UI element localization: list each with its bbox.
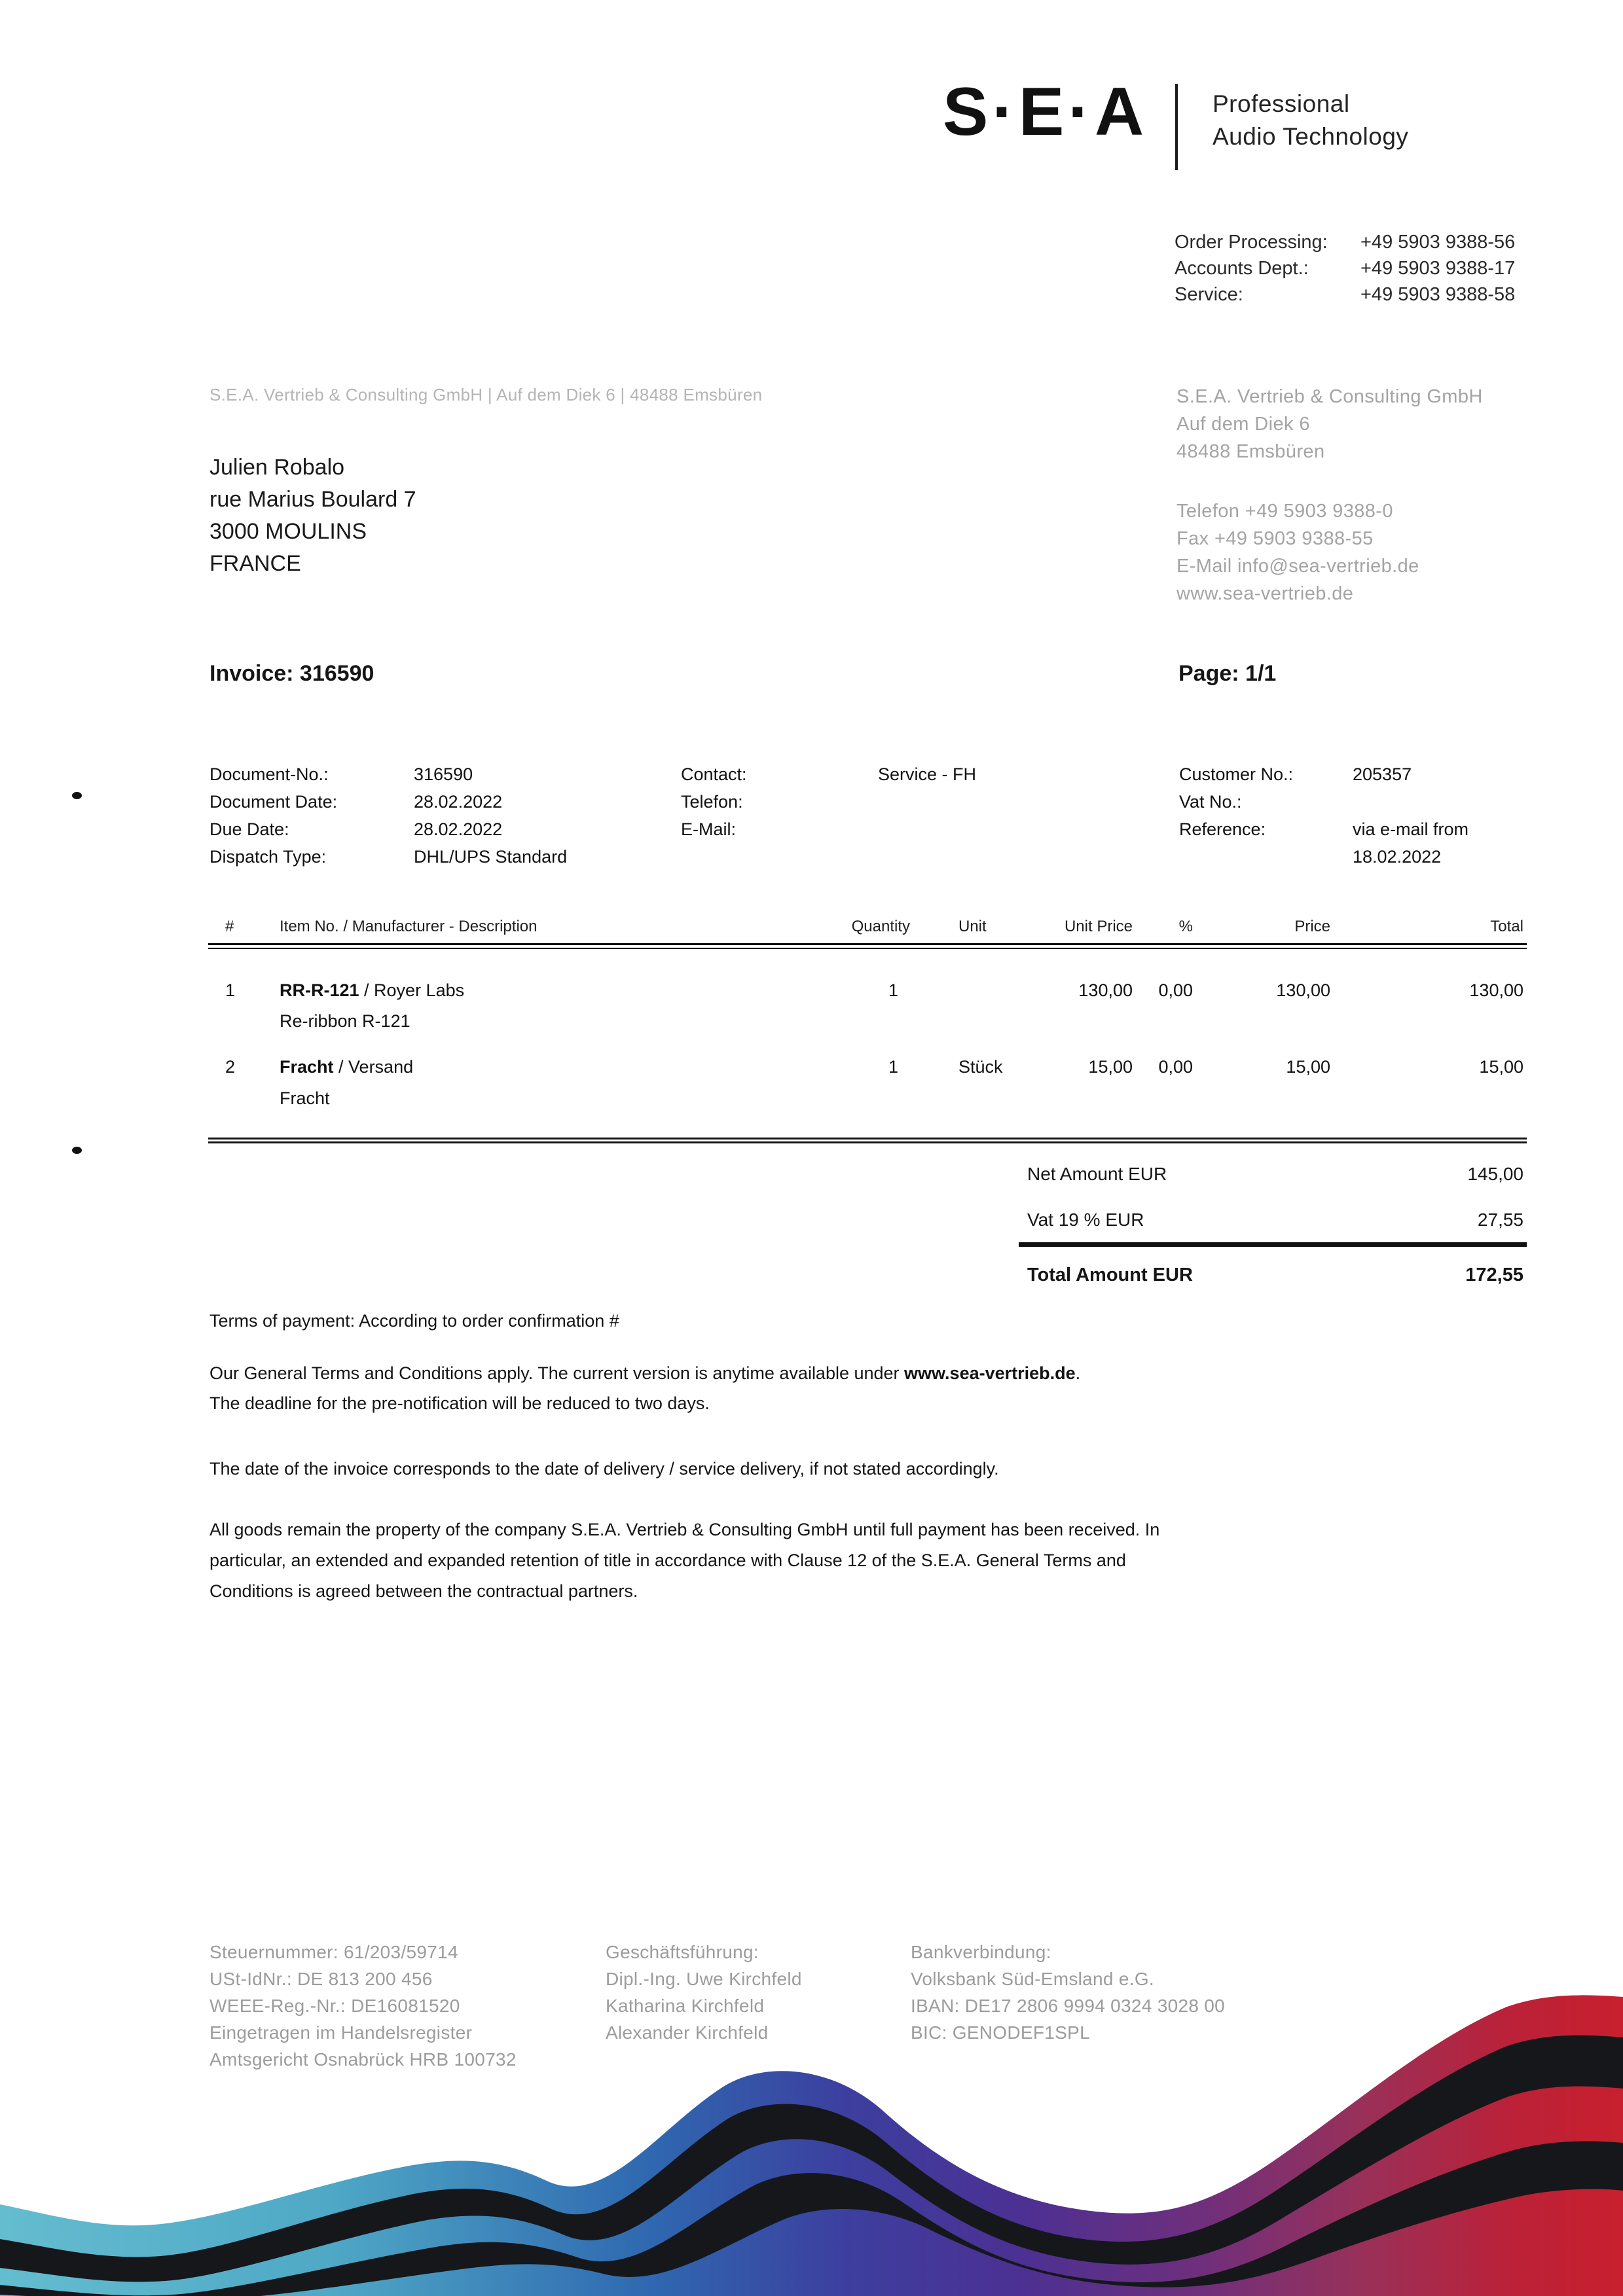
phone-row-value: +49 5903 9388-56 — [1360, 232, 1516, 253]
terms-retention-line2: particular, an extended and expanded retention of title in accordance with Clause 12 of the S.E.A. General Terms and — [210, 1551, 1126, 1570]
wave-graphic — [0, 1988, 1623, 2296]
item-manufacturer: / Royer Labs — [359, 980, 465, 1000]
detail-label: Contact: — [681, 764, 747, 784]
item-pos: 2 — [225, 1057, 236, 1077]
company-website: www.sea-vertrieb.de — [1176, 583, 1354, 604]
footer-register-line2: Amtsgericht Osnabrück HRB 100732 — [210, 2049, 517, 2070]
terms-delivery-date: The date of the invoice corresponds to the date of delivery / service delivery, if not stated accordingly. — [210, 1459, 999, 1479]
company-contact — [1176, 497, 1419, 607]
company-city: 48488 Emsbüren — [1176, 441, 1325, 462]
terms-deadline: The deadline for the pre-notification will be reduced to two days. — [210, 1393, 710, 1413]
item-discount: 0,00 — [1158, 980, 1193, 1000]
item-total: 130,00 — [1469, 980, 1523, 1000]
detail-value: 28.02.2022 — [414, 819, 503, 839]
detail-label: Document-No.: — [210, 764, 329, 784]
footer-weee-number: WEEE-Reg.-Nr.: DE16081520 — [210, 1996, 460, 2016]
detail-value: Service - FH — [878, 764, 977, 784]
total-amount-label: Total Amount EUR — [1027, 1265, 1193, 1285]
col-header-unit: Unit — [958, 918, 987, 935]
brand-tagline-line1: Professional — [1213, 90, 1350, 117]
terms-retention-line1: All goods remain the property of the company S.E.A. Vertrieb & Consulting GmbH until full payment has been received. In — [210, 1520, 1160, 1539]
recipient-name: Julien Robalo — [210, 455, 345, 480]
col-header-item: Item No. / Manufacturer - Description — [280, 918, 538, 935]
recipient-street: rue Marius Boulard 7 — [210, 487, 416, 512]
footer-tax-number: Steuernummer: 61/203/59714 — [210, 1942, 458, 1962]
item-number: Fracht — [280, 1057, 334, 1077]
footer-register-line1: Eingetragen im Handelsregister — [210, 2022, 473, 2043]
company-phone: Telefon +49 5903 9388-0 — [1176, 501, 1393, 522]
detail-value: via e-mail from — [1353, 819, 1469, 839]
total-amount-value: 172,55 — [1465, 1265, 1523, 1285]
detail-label: Vat No.: — [1179, 792, 1242, 812]
terms-retention-line3: Conditions is agreed between the contractual partners. — [210, 1581, 638, 1601]
footer-bank-title: Bankverbindung: — [911, 1942, 1051, 1962]
item-pos: 1 — [225, 980, 236, 1000]
recipient-city: 3000 MOULINS — [210, 519, 367, 544]
item-description: Re-ribbon R-121 — [280, 1011, 410, 1031]
company-street: Auf dem Diek 6 — [1176, 414, 1310, 435]
detail-value: 28.02.2022 — [414, 792, 503, 812]
item-name — [280, 1057, 413, 1077]
table-bottom-rule-bottom — [208, 1141, 1527, 1143]
footer-manager-2: Katharina Kirchfeld — [606, 1996, 765, 2016]
company-address — [1176, 383, 1483, 465]
phone-row-value: +49 5903 9388-17 — [1360, 258, 1516, 279]
col-header-pos: # — [225, 918, 234, 935]
detail-value: DHL/UPS Standard — [414, 847, 568, 867]
net-amount-value: 145,00 — [1467, 1164, 1523, 1184]
footer-vat-id: USt-IdNr.: DE 813 200 456 — [210, 1969, 433, 1989]
phone-row-label: Order Processing: — [1175, 232, 1328, 253]
detail-label: Dispatch Type: — [210, 847, 327, 867]
recipient-address — [210, 452, 416, 580]
detail-value: 205357 — [1353, 764, 1412, 784]
footer-iban: IBAN: DE17 2806 9994 0324 3028 00 — [911, 1996, 1226, 2016]
footer-manager-1: Dipl.-Ing. Uwe Kirchfeld — [606, 1969, 802, 1989]
company-fax: Fax +49 5903 9388-55 — [1176, 528, 1374, 549]
footer-bic: BIC: GENODEF1SPL — [911, 2022, 1090, 2043]
company-email: E-Mail info@sea-vertrieb.de — [1176, 556, 1419, 577]
terms-conditions-line — [210, 1363, 1080, 1384]
table-header-rule-bottom — [208, 948, 1527, 949]
table-header-rule-top — [208, 943, 1527, 945]
item-description: Fracht — [280, 1088, 330, 1108]
net-amount-label: Net Amount EUR — [1027, 1164, 1167, 1184]
item-name — [280, 980, 464, 1001]
detail-value: 18.02.2022 — [1353, 847, 1442, 867]
detail-label: Document Date: — [210, 792, 338, 812]
terms-of-payment: Terms of payment: According to order confirmation # — [210, 1311, 619, 1331]
invoice-title: Invoice: 316590 — [210, 661, 374, 686]
table-bottom-rule-top — [208, 1138, 1527, 1139]
item-total: 15,00 — [1479, 1057, 1523, 1077]
col-header-price: Price — [1294, 918, 1330, 935]
phone-row-value: +49 5903 9388-58 — [1360, 284, 1516, 305]
phone-row-label: Accounts Dept.: — [1175, 258, 1309, 279]
phone-row-label: Service: — [1175, 284, 1243, 305]
item-price: 130,00 — [1276, 980, 1330, 1000]
col-header-discount: % — [1178, 918, 1193, 935]
logo-divider — [1175, 84, 1178, 170]
item-unit-price: 15,00 — [1088, 1057, 1133, 1077]
footer-manager-3: Alexander Kirchfeld — [606, 2022, 769, 2043]
detail-label: E-Mail: — [681, 819, 737, 839]
sender-return-line: S.E.A. Vertrieb & Consulting GmbH | Auf dem Diek 6 | 48488 Emsbüren — [210, 385, 763, 404]
terms-conditions-prefix: Our General Terms and Conditions apply. The current version is anytime available under — [210, 1363, 905, 1383]
page-indicator: Page: 1/1 — [1178, 661, 1277, 686]
vat-value: 27,55 — [1477, 1210, 1523, 1230]
detail-label: Customer No.: — [1179, 764, 1294, 784]
brand-tagline-line2: Audio Technology — [1213, 123, 1409, 150]
item-unit: Stück — [958, 1057, 1003, 1077]
col-header-total: Total — [1490, 918, 1523, 935]
terms-conditions-suffix: . — [1075, 1363, 1081, 1383]
item-price: 15,00 — [1286, 1057, 1330, 1077]
brand-tagline — [1213, 88, 1408, 153]
item-quantity: 1 — [888, 1057, 898, 1077]
recipient-country: FRANCE — [210, 551, 301, 576]
col-header-unit-price: Unit Price — [1064, 918, 1133, 935]
item-unit-price: 130,00 — [1078, 980, 1133, 1000]
col-header-quantity: Quantity — [851, 918, 910, 935]
detail-label: Reference: — [1179, 819, 1266, 839]
item-quantity: 1 — [888, 980, 898, 1000]
detail-value: 316590 — [414, 764, 473, 784]
vat-label: Vat 19 % EUR — [1027, 1210, 1144, 1230]
terms-website: www.sea-vertrieb.de — [904, 1363, 1076, 1383]
item-number: RR-R-121 — [280, 980, 359, 1000]
item-manufacturer: / Versand — [333, 1057, 414, 1077]
totals-rule — [1019, 1242, 1527, 1247]
detail-label: Telefon: — [681, 792, 743, 812]
company-name: S.E.A. Vertrieb & Consulting GmbH — [1176, 386, 1483, 407]
footer-bank-name: Volksbank Süd-Emsland e.G. — [911, 1969, 1154, 1989]
fold-mark — [72, 792, 82, 799]
brand-logo: S·E·A — [943, 74, 1148, 150]
footer-management-title: Geschäftsführung: — [606, 1942, 759, 1962]
punch-mark — [72, 1147, 82, 1154]
detail-label: Due Date: — [210, 819, 289, 839]
item-discount: 0,00 — [1158, 1057, 1193, 1077]
